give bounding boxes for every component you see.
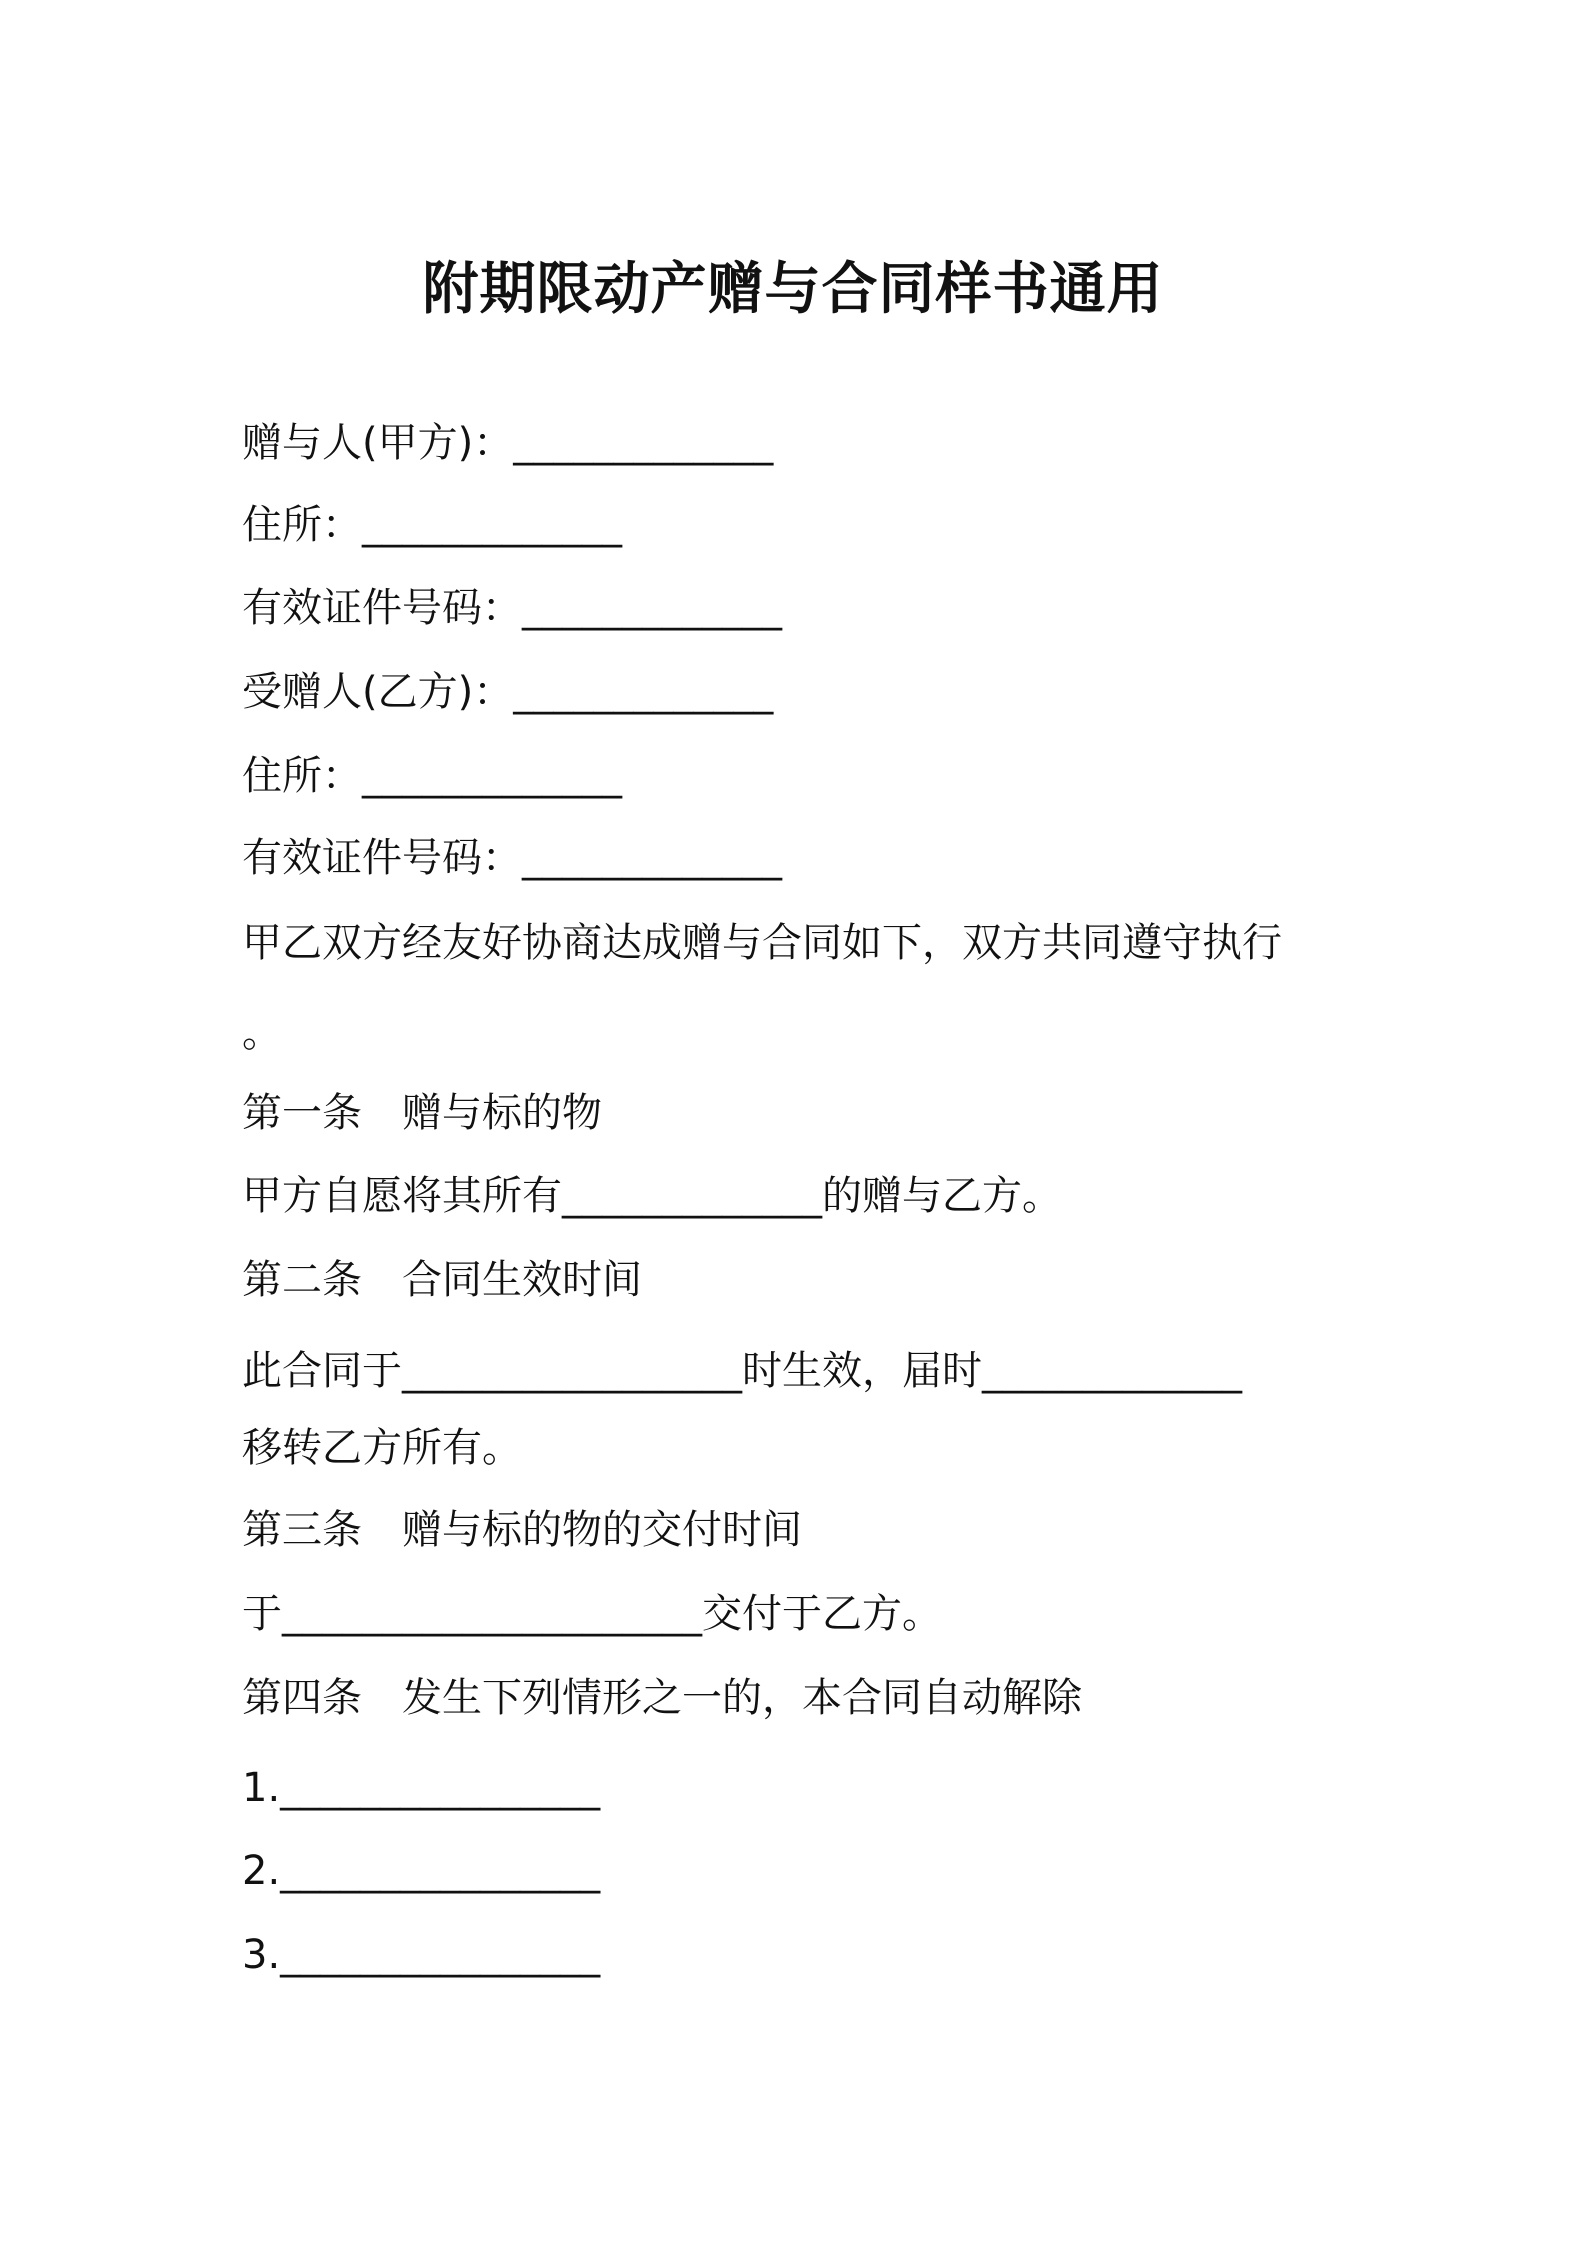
- donor-field: 赠与人(甲方)：_____________: [242, 420, 774, 466]
- donor-id-field: 有效证件号码：_____________: [242, 585, 782, 631]
- page-title: 附期限动产赠与合同样书通用: [422, 257, 1164, 322]
- donor-address-field: 住所：_____________: [242, 502, 622, 548]
- donee-address-field: 住所：_____________: [242, 753, 622, 799]
- list-item: 2.________________: [242, 1848, 601, 1894]
- donee-field: 受赠人(乙方)：_____________: [242, 669, 774, 715]
- article-1-heading: 第一条 赠与标的物: [242, 1090, 602, 1136]
- intro-paragraph-line-1: 甲乙双方经友好协商达成赠与合同如下，双方共同遵守执行: [242, 920, 1282, 966]
- list-item: 1.________________: [242, 1765, 601, 1811]
- article-1-body: 甲方自愿将其所有_____________的赠与乙方。: [242, 1173, 1062, 1219]
- list-item: 3.________________: [242, 1932, 601, 1978]
- donee-id-field: 有效证件号码：_____________: [242, 835, 782, 881]
- article-2-body-line-1: 此合同于_________________时生效，届时_____________: [242, 1348, 1242, 1394]
- article-2-heading: 第二条 合同生效时间: [242, 1257, 642, 1303]
- article-3-body: 于_____________________交付于乙方。: [242, 1591, 942, 1637]
- article-2-body-line-2: 移转乙方所有。: [242, 1425, 522, 1471]
- intro-paragraph-line-2: 。: [242, 1010, 282, 1056]
- article-4-heading: 第四条 发生下列情形之一的，本合同自动解除: [242, 1675, 1082, 1721]
- article-3-heading: 第三条 赠与标的物的交付时间: [242, 1507, 802, 1553]
